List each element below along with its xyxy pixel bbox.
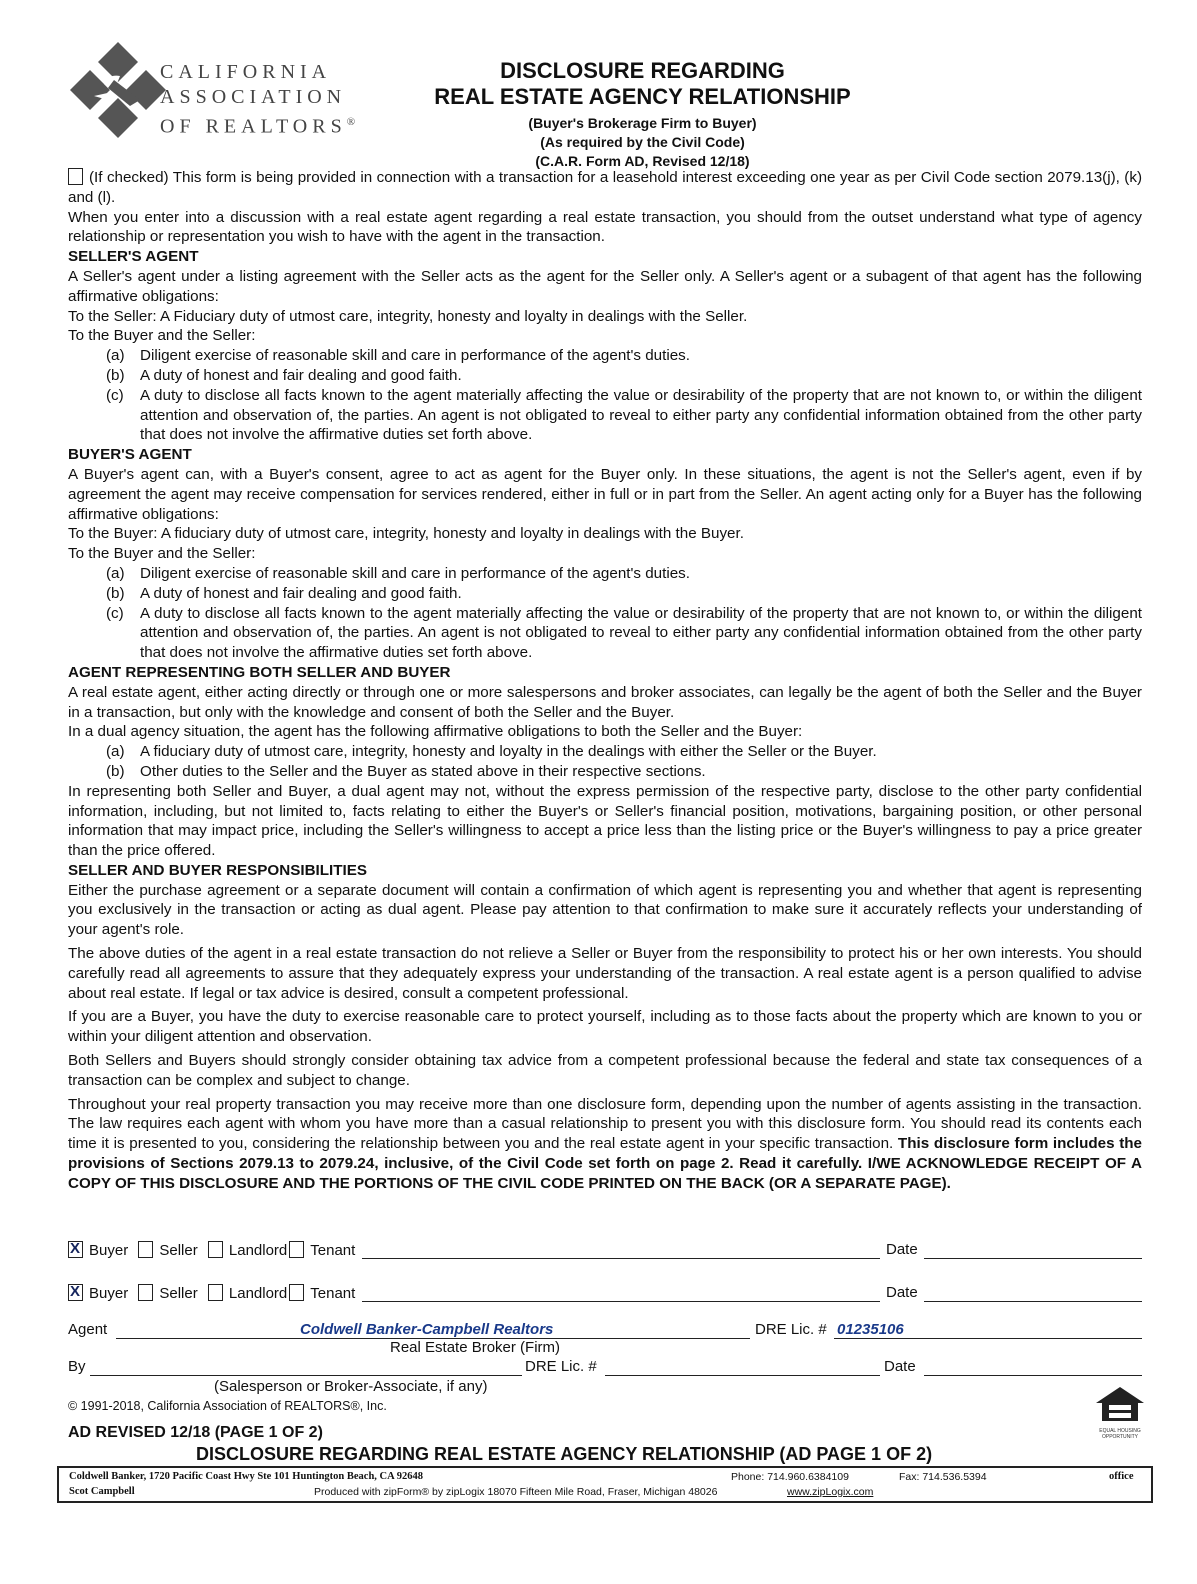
date-line-3[interactable] — [924, 1375, 1142, 1376]
list-item: (a) A fiduciary duty of utmost care, integrity, honesty and loyalty in the dealings with either the Seller or the Buyer. — [106, 743, 877, 761]
signature-line-2[interactable] — [362, 1301, 880, 1302]
seller-checkbox-2[interactable] — [138, 1284, 153, 1301]
sellers-agent-heading: SELLER'S AGENT — [68, 248, 199, 266]
list-item: (b) A duty of honest and fair dealing and good faith. — [106, 366, 462, 384]
responsibilities-heading: SELLER AND BUYER RESPONSIBILITIES — [68, 861, 368, 879]
signature-row-1: XBuyer Seller Landlord Tenant — [68, 1241, 355, 1259]
dual-agent-p2: In a dual agency situation, the agent has the following affirmative obligations to both the Seller and the Buyer: — [68, 723, 803, 741]
landlord-checkbox-1[interactable] — [208, 1241, 223, 1258]
revision-label: AD REVISED 12/18 (PAGE 1 OF 2) — [68, 1424, 323, 1441]
by-dre-line[interactable] — [605, 1375, 880, 1376]
dual-agent-heading: AGENT REPRESENTING BOTH SELLER AND BUYER — [68, 663, 451, 681]
broker-caption: Real Estate Broker (Firm) — [390, 1339, 561, 1356]
producer-footer — [57, 1466, 1153, 1503]
list-item: (b) Other duties to the Seller and the Buyer as stated above in their respective sections. — [106, 762, 706, 780]
tenant-checkbox-2[interactable] — [289, 1284, 304, 1301]
dual-agent-p3: In representing both Seller and Buyer, a dual agent may not, without the express permission of the respective party, disclose to the other party confidential information, including, but not limited to, facts relating to either the Buyer's or Seller's financial position, motivations, bargaining position, or other personal information that may impact price, including the Seller's willingness to accept a price less than the listing price or the Buyer's willingness to pay a price greater than the price offered. — [68, 782, 1142, 860]
title-sub-2: (As required by the Civil Code) — [540, 134, 745, 150]
agent-firm-value: Coldwell Banker-Campbell Realtors — [300, 1321, 554, 1338]
responsibilities-p2: The above duties of the agent in a real estate transaction do not relieve a Seller or Buyer from the responsibility to protect his or her own interests. You should carefully read all agreements to assure that they adequately express your understanding of the transaction. A real estate agent is a person qualified to advise about real estate. If legal or tax advice is desired, consult a competent professional. — [68, 945, 1142, 1002]
title-sub-3: (C.A.R. Form AD, Revised 12/18) — [535, 153, 750, 169]
footer-url-link[interactable]: www.zipLogix.com — [787, 1486, 874, 1498]
date-label-3: Date — [884, 1358, 916, 1375]
title-sub-1: (Buyer's Brokerage Firm to Buyer) — [528, 115, 757, 131]
by-label: By — [68, 1358, 86, 1375]
logo-wordmark — [160, 60, 355, 140]
seller-checkbox-1[interactable] — [138, 1241, 153, 1258]
sellers-agent-p2: To the Seller: A Fiduciary duty of utmost care, integrity, honesty and loyalty in dealings with the Seller. — [68, 307, 748, 325]
footer-name: Scot Campbell — [69, 1486, 135, 1497]
agent-dre-label: DRE Lic. # — [755, 1321, 827, 1338]
list-item: (c) A duty to disclose all facts known to the agent materially affecting the value or desirability of the property that are not known to, or within the diligent attention and observation of, the parties. An agent is not obligated to reveal to either party any confidential information obtained from the other party that does not involve the affirmative duties set forth above. — [106, 386, 1142, 444]
buyers-agent-p2: To the Buyer: A fiduciary duty of utmost care, integrity, honesty and loyalty in dealings with the Buyer. — [68, 525, 744, 543]
buyers-agent-p1: A Buyer's agent can, with a Buyer's consent, agree to act as agent for the Buyer only. In these situations, the agent is not the Seller's agent, even if by agreement the agent may receive compensation for services rendered, either in full or in part from the Seller. An agent acting only for a Buyer has the following affirmative obligations: — [68, 465, 1142, 523]
logo-line-3: OF REALTORS® — [160, 115, 356, 138]
footer-produced: Produced with zipForm® by zipLogix 18070 Fifteen Mile Road, Fraser, Michigan 48026 — [314, 1486, 718, 1498]
footer-office: office — [1109, 1471, 1134, 1482]
responsibilities-p4: Both Sellers and Buyers should strongly consider obtaining tax advice from a competent professional because the federal and state tax consequences of a transaction can be complex and subject to change. — [68, 1052, 1142, 1089]
sellers-agent-p3: To the Buyer and the Seller: — [68, 327, 256, 345]
signature-row-2: XBuyer Seller Landlord Tenant — [68, 1284, 355, 1302]
dual-agent-p1: A real estate agent, either acting directly or through one or more salespersons and broker associates, can legally be the agent of both the Seller and the Buyer in a transaction, but only with the knowledge and consent of both the Seller and the Buyer. — [68, 683, 1142, 721]
signature-line-1[interactable] — [362, 1258, 880, 1259]
list-item: (b) A duty of honest and fair dealing and good faith. — [106, 584, 462, 602]
list-item: (c) A duty to disclose all facts known to the agent materially affecting the value or desirability of the property that are not known to, or within the diligent attention and observation of, the parties. An agent is not obligated to reveal to either party any confidential information obtained from the other party that does not involve the affirmative duties set forth above. — [106, 604, 1142, 662]
leasehold-checkbox-row: (If checked) This form is being provided in connection with a transaction for a leasehold interest exceeding one year as per Civil Code section 2079.13(j), (k) and (l). — [68, 169, 1142, 206]
landlord-checkbox-2[interactable] — [208, 1284, 223, 1301]
eho-text-1: EQUAL HOUSING — [1099, 1428, 1141, 1434]
buyers-agent-heading: BUYER'S AGENT — [68, 446, 192, 464]
date-line-2[interactable] — [924, 1301, 1142, 1302]
buyer-checkbox-1[interactable] — [68, 1241, 83, 1258]
logo-line-1: CALIFORNIA — [160, 61, 332, 83]
equal-housing-logo — [1090, 1385, 1150, 1440]
agent-dre-value: 01235106 — [837, 1321, 904, 1338]
car-logo-icon — [68, 40, 168, 140]
title-line-1: DISCLOSURE REGARDING — [500, 58, 785, 83]
agent-label: Agent — [68, 1321, 108, 1338]
responsibilities-p5: Throughout your real property transaction you may receive more than one disclosure form, depending upon the number of agents assisting in the transaction. The law requires each agent with whom you have more than a casual relationship to present you with this disclosure form. You should read its contents each time it is presented to you, considering the relationship between you and the real estate agent in your specific transaction. This disclosure form includes the provisions of Sections 2079.13 to 2079.24, inclusive, of the Civil Code set forth on page 2. Read it carefully. I/WE ACKNOWLEDGE RECEIPT OF A COPY OF THIS DISCLOSURE AND THE PORTIONS OF THE CIVIL CODE PRINTED ON THE BACK (OR A SEPARATE PAGE). — [68, 1095, 1142, 1192]
by-dre-label: DRE Lic. # — [525, 1358, 597, 1375]
form-title — [400, 58, 885, 171]
responsibilities-p1: Either the purchase agreement or a separate document will contain a confirmation of which agent is representing you and whether that agent is representing you exclusively in the transaction or acting as dual agent. Please pay attention to that confirmation to make sure it accurately reflects your understanding of your agent's role. — [68, 881, 1142, 939]
agent-dre-line[interactable] — [834, 1338, 1142, 1339]
by-line[interactable] — [90, 1375, 522, 1376]
list-item: (a) Diligent exercise of reasonable skill and care in performance of the agent's duties. — [106, 347, 690, 365]
date-label-2: Date — [886, 1284, 918, 1301]
footer-title: DISCLOSURE REGARDING REAL ESTATE AGENCY RELATIONSHIP (AD PAGE 1 OF 2) — [196, 1444, 933, 1464]
leasehold-checkbox[interactable] — [68, 168, 83, 185]
logo-line-2: ASSOCIATION — [160, 86, 347, 108]
salesperson-caption: (Salesperson or Broker-Associate, if any) — [214, 1378, 488, 1395]
footer-fax: Fax: 714.536.5394 — [899, 1471, 987, 1483]
buyers-agent-p3: To the Buyer and the Seller: — [68, 545, 256, 563]
eho-text-2: OPPORTUNITY — [1101, 1434, 1139, 1440]
footer-phone: Phone: 714.960.6384109 — [731, 1471, 849, 1483]
date-line-1[interactable] — [924, 1258, 1142, 1259]
date-label-1: Date — [886, 1241, 918, 1258]
title-line-2: REAL ESTATE AGENCY RELATIONSHIP — [434, 84, 851, 109]
intro-paragraph: When you enter into a discussion with a real estate agent regarding a real estate transaction, you should from the outset understand what type of agency relationship or representation you wish to have with the agent in the transaction. — [68, 208, 1142, 246]
form-body — [68, 168, 1142, 1194]
sellers-agent-p1: A Seller's agent under a listing agreement with the Seller acts as the agent for the Seller only. A Seller's agent or a subagent of that agent has the following affirmative obligations: — [68, 267, 1142, 305]
tenant-checkbox-1[interactable] — [289, 1241, 304, 1258]
buyer-checkbox-2[interactable] — [68, 1284, 83, 1301]
equal-housing-icon — [1094, 1385, 1146, 1423]
footer-address: Coldwell Banker, 1720 Pacific Coast Hwy Ste 101 Huntington Beach, CA 92648 — [69, 1471, 423, 1482]
copyright: © 1991-2018, California Association of REALTORS®, Inc. — [68, 1399, 387, 1413]
list-item: (a) Diligent exercise of reasonable skill and care in performance of the agent's duties. — [106, 564, 690, 582]
responsibilities-p3: If you are a Buyer, you have the duty to exercise reasonable care to protect yourself, including as to those facts about the property which are known to you or within your diligent attention and observation. — [68, 1008, 1142, 1046]
